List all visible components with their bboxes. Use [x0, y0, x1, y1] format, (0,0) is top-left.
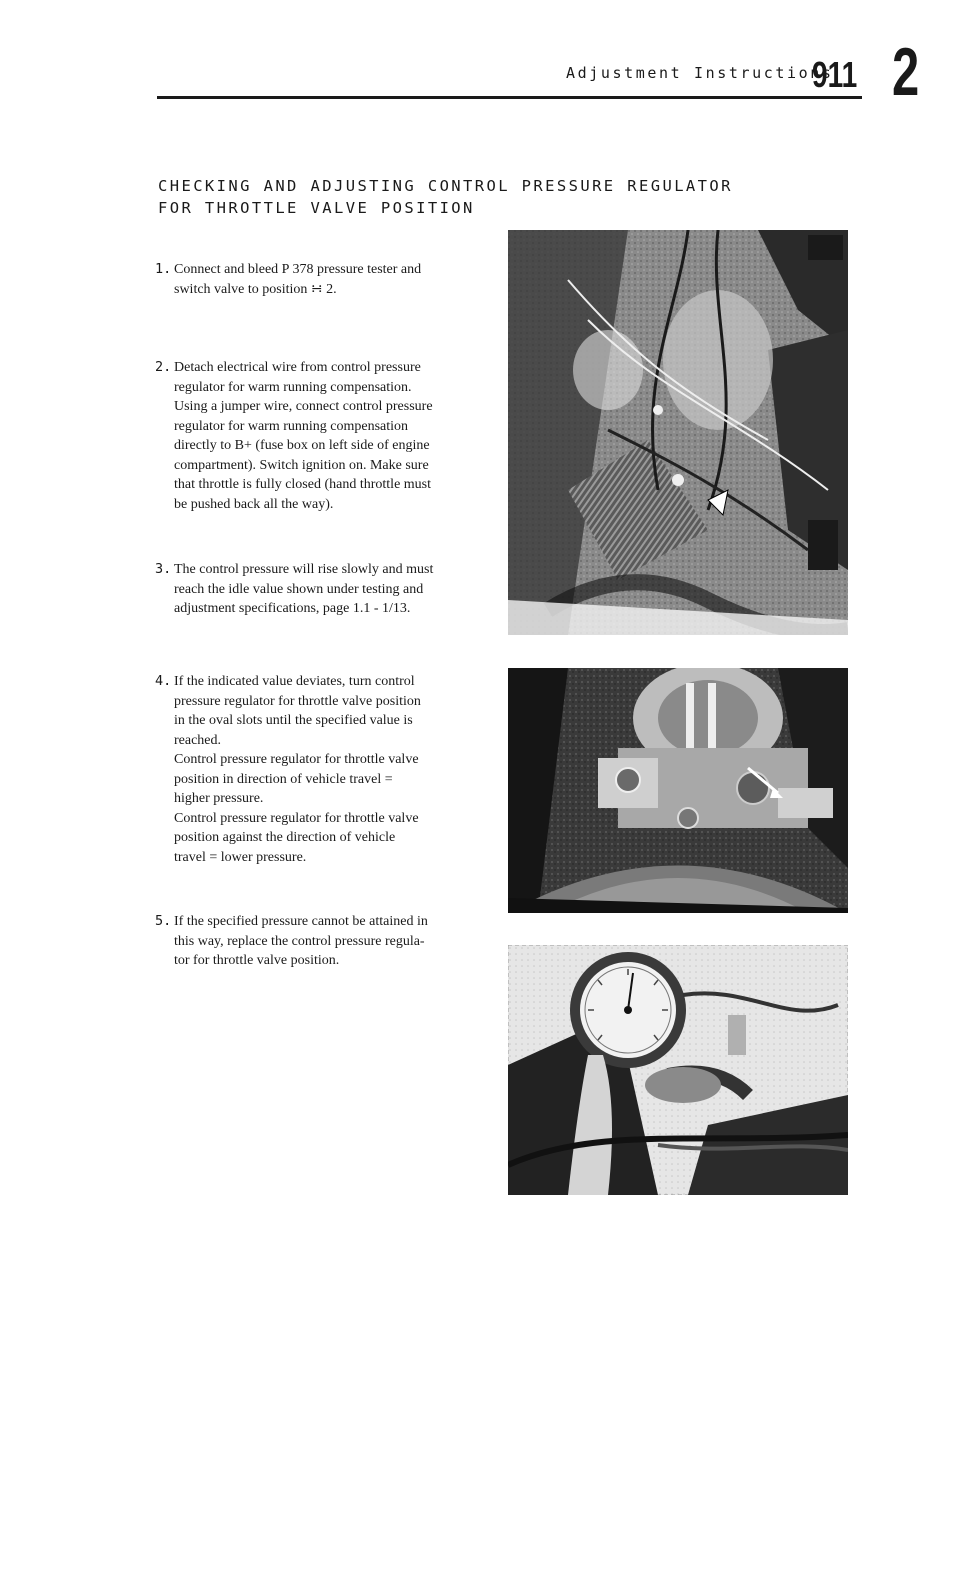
step-text: Connect and bleed P 378 pressure tester and switch valve to position ∺ 2. — [174, 262, 422, 297]
step-number: 4. — [155, 673, 172, 689]
step-number: 1. — [155, 261, 172, 277]
page-title-line-1: CHECKING AND ADJUSTING CONTROL PRESSURE REGULATOR — [158, 177, 733, 195]
step-number: 5. — [155, 913, 172, 929]
instruction-step-2 — [155, 358, 485, 514]
header-section-number: 2 — [892, 34, 920, 110]
step-text: If the specified pressure cannot be attained in this way, replace the control pressure regula- tor for throttle valve position. — [174, 914, 428, 968]
instruction-step-5 — [155, 912, 485, 971]
instruction-step-3 — [155, 560, 485, 619]
page-title — [158, 175, 733, 219]
header-model-number: 911 — [812, 54, 858, 95]
step-number: 3. — [155, 561, 172, 577]
step-text: The control pressure will rise slowly and must reach the idle value shown under testing and adjustment specifications, page 1.1 - 1/13. — [174, 562, 434, 616]
pressure-gauge-photo — [508, 945, 848, 1195]
header-divider — [157, 96, 862, 99]
throttle-valve-housing-photo — [508, 668, 848, 913]
step-text: If the indicated value deviates, turn control pressure regulator for throttle valve position in the oval slots until the specified value is reached. Control pressure regulator for throttle valve position in direction of vehicle travel = higher pressure. Control pressure regulator for throttle valve position against the direction of vehicle travel = lower pressure. — [174, 674, 421, 865]
step-number: 2. — [155, 359, 172, 375]
instruction-step-1 — [155, 260, 485, 299]
header-title: Adjustment Instructions — [566, 64, 834, 82]
page-title-line-2: FOR THROTTLE VALVE POSITION — [158, 199, 475, 217]
engine-compartment-photo — [508, 230, 848, 635]
step-text: Detach electrical wire from control pressure regulator for warm running compensation. Using a jumper wire, connect control pressure regulator for warm running compensation directly to B+ (fuse box on left side of engine compartment). Switch ignition on. Make sure that throttle is fully closed (hand throttle must be pushed back all the way). — [174, 360, 433, 512]
instruction-step-4 — [155, 672, 485, 867]
